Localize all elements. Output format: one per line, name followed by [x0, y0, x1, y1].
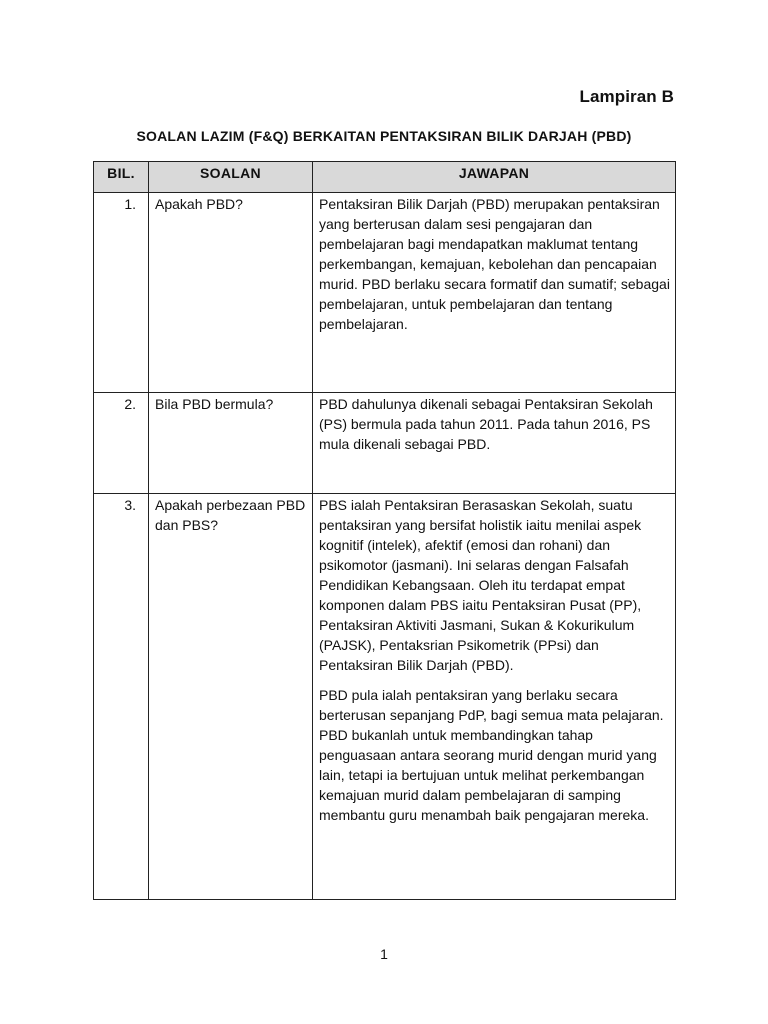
faq-table [93, 161, 676, 900]
answer-paragraph: PBS ialah Pentaksiran Berasaskan Sekolah, suatu pentaksiran yang bersifat holistik iaitu menilai aspek kognitif (intelek), afektif (emosi dan rohani) dan psikomotor (jasmani). Ini selaras dengan Falsafah Pendidikan Kebangsaan. Oleh itu terdapat empat komponen dalam PBS iaitu Pentaksiran Pusat (PP), Pentaksiran Aktiviti Jasmani, Sukan & Kokurikulum (PAJSK), Pentaksrian Psikometrik (PPsi) dan Pentaksiran Bilik Darjah (PBD). [319, 497, 642, 673]
row-number: 2. [94, 393, 149, 494]
answer-cell [313, 494, 676, 900]
answer-paragraph: PBD pula ialah pentaksiran yang berlaku secara berterusan sepanjang PdP, bagi semua mata pelajaran. PBD bukanlah untuk membandingkan tahap penguasaan antara seorang murid dengan murid yang lain, tetapi ia bertujuan untuk melihat perkembangan kemajuan murid dalam pembelajaran di samping membantu guru menambah baik pengajaran mereka. [319, 687, 664, 823]
question-cell: Bila PBD bermula? [149, 393, 313, 494]
page-number: 1 [380, 946, 388, 962]
table-row [94, 494, 676, 900]
header-jawapan: JAWAPAN [313, 162, 676, 193]
table-row [94, 193, 676, 393]
answer-cell [313, 193, 676, 393]
header-soalan: SOALAN [149, 162, 313, 193]
row-number: 3. [94, 494, 149, 900]
answer-paragraph: Pentaksiran Bilik Darjah (PBD) merupakan pentaksiran yang berterusan dalam sesi pengajaran dan pembelajaran bagi mendapatkan maklumat tentang perkembangan, kemajuan, kebolehan dan pencapaian murid. PBD berlaku secara formatif dan sumatif; sebagai pembelajaran, untuk pembelajaran dan tentang pembelajaran. [319, 196, 670, 332]
question-cell: Apakah PBD? [149, 193, 313, 393]
header-bil: BIL. [94, 162, 149, 193]
appendix-label: Lampiran B [579, 87, 674, 106]
document-title: SOALAN LAZIM (F&Q) BERKAITAN PENTAKSIRAN BILIK DARJAH (PBD) [136, 128, 632, 144]
row-number: 1. [94, 193, 149, 393]
table-header-row [94, 162, 676, 193]
table-row [94, 393, 676, 494]
answer-cell [313, 393, 676, 494]
question-cell: Apakah perbezaan PBD dan PBS? [149, 494, 313, 900]
answer-paragraph: PBD dahulunya dikenali sebagai Pentaksiran Sekolah (PS) bermula pada tahun 2011. Pada tahun 2016, PS mula dikenali sebagai PBD. [319, 396, 653, 452]
